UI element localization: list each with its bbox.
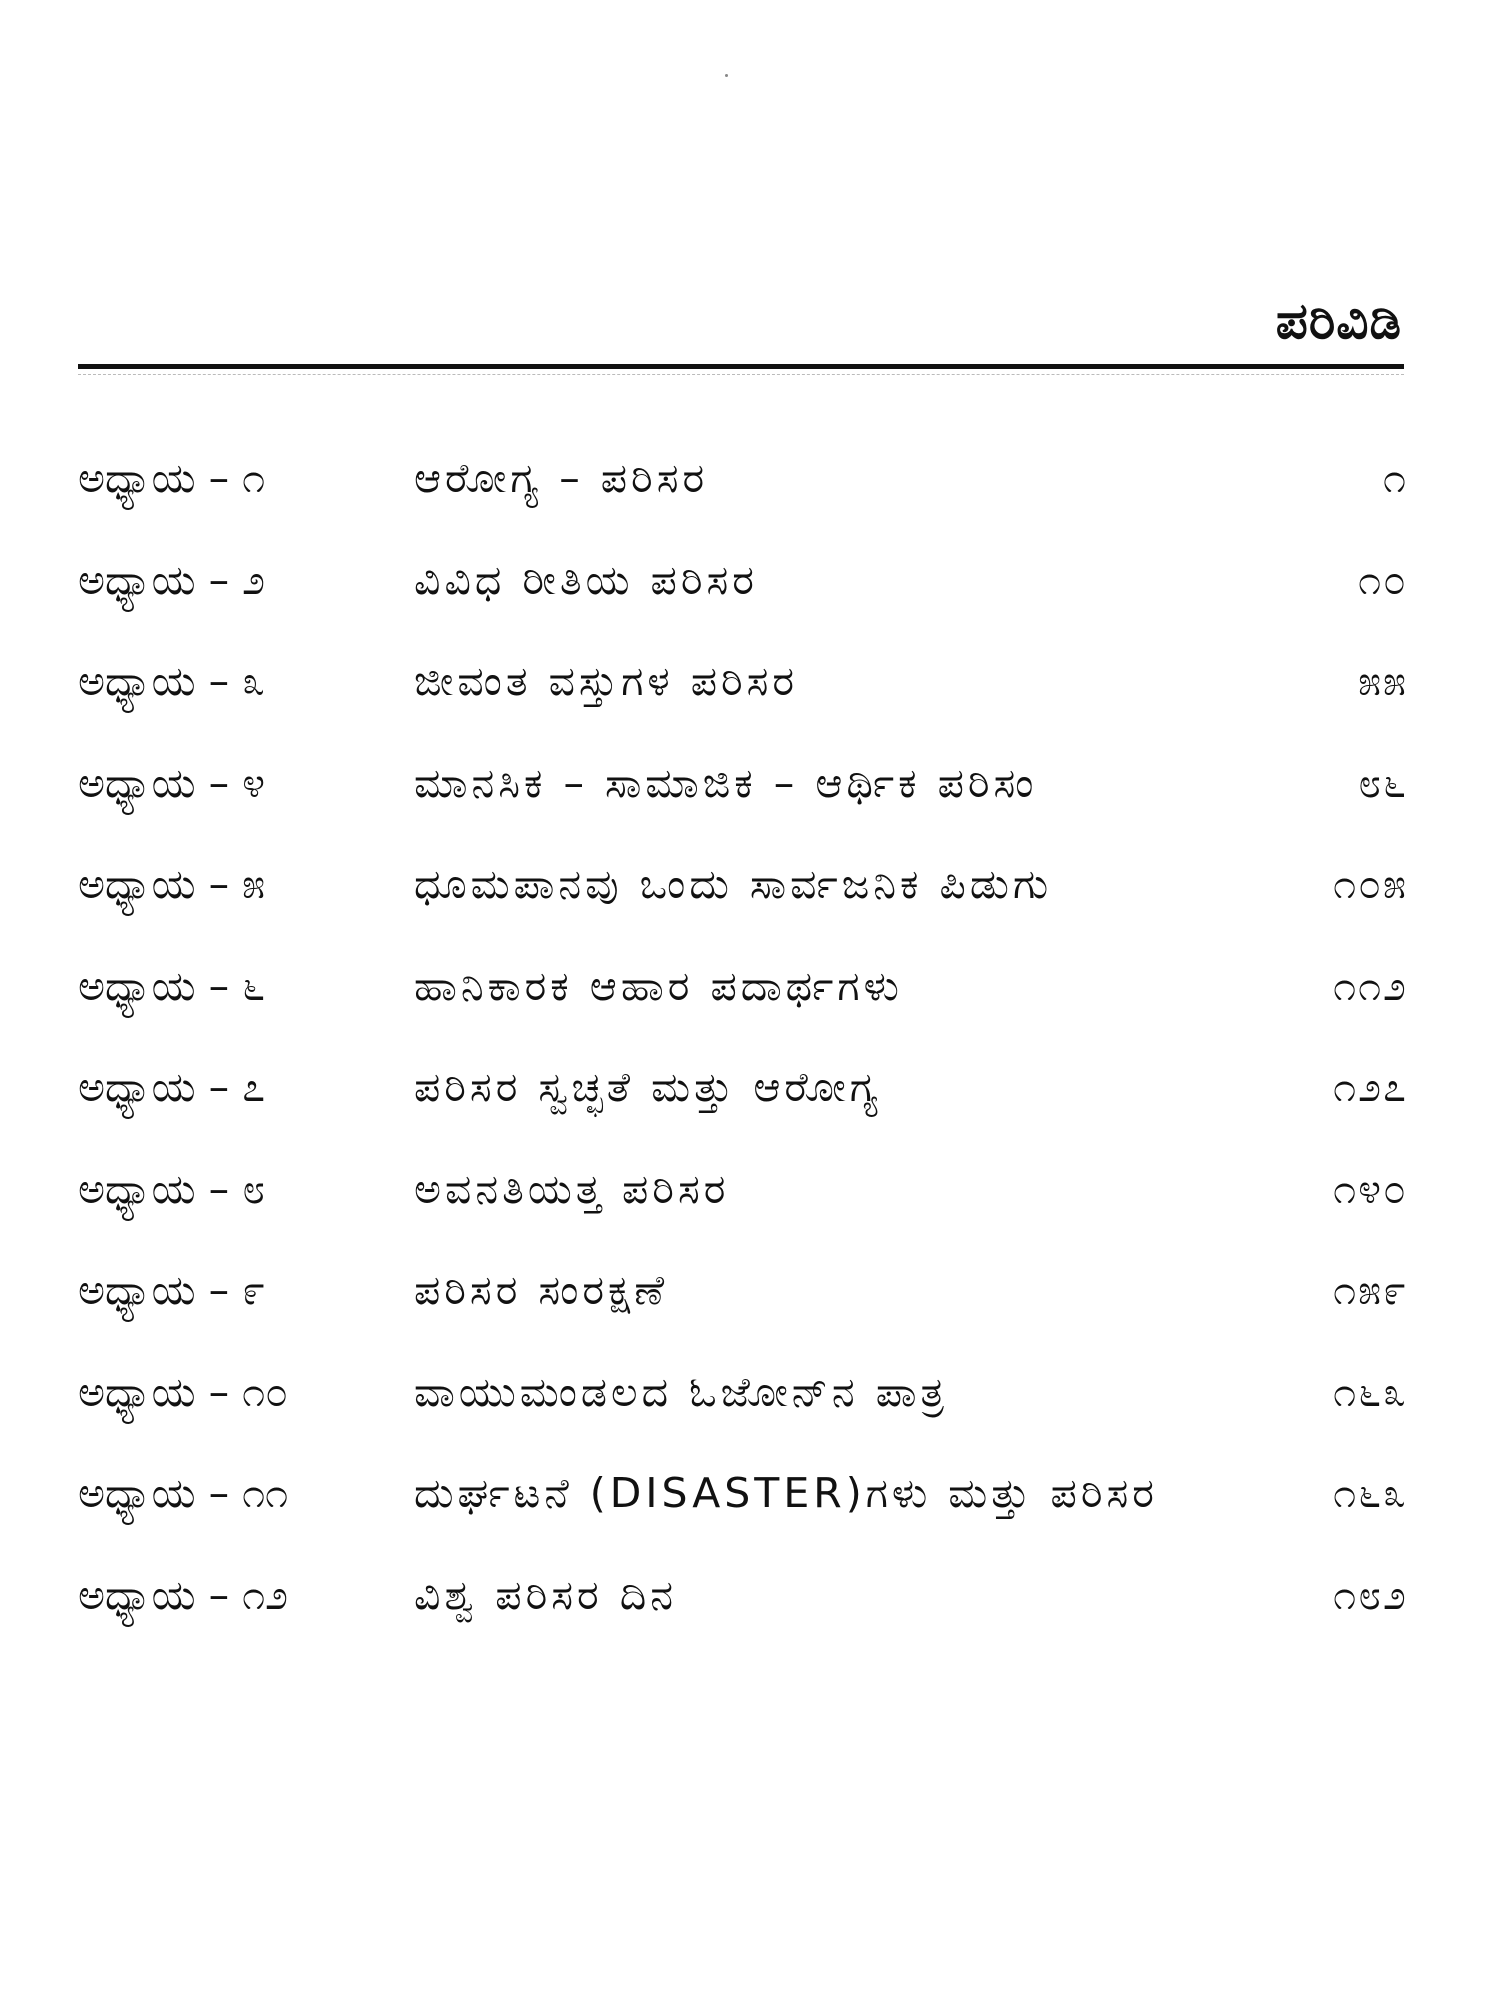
- chapter-title: ವಾಯುಮಂಡಲದ ಓಜೋನ್‌ನ ಪಾತ್ರ: [414, 1367, 948, 1416]
- chapter-title: ವಿವಿಧ ರೀತಿಯ ಪರಿಸರ: [414, 555, 758, 604]
- title-underline-shadow: [78, 374, 1404, 375]
- chapter-page-number: ೧೬೩: [1333, 1367, 1408, 1416]
- chapter-title: ಹಾನಿಕಾರಕ ಆಹಾರ ಪದಾರ್ಥಗಳು: [414, 961, 903, 1010]
- chapter-title: ಧೂಮಪಾನವು ಒಂದು ಸಾರ್ವಜನಿಕ ಪಿಡುಗು: [414, 860, 1053, 908]
- chapter-page-number: ೧೪೦: [1333, 1164, 1408, 1213]
- chapter-title: ಪರಿಸರ ಸ್ವಚ್ಛತೆ ಮತ್ತು ಆರೋಗ್ಯ: [414, 1063, 882, 1111]
- chapter-number: ಅಧ್ಯಾಯ – ೫: [78, 860, 266, 908]
- toc-entry-7: [78, 1049, 1408, 1151]
- chapter-number: ಅಧ್ಯಾಯ – ೪: [78, 758, 266, 807]
- toc-entry-10: [78, 1354, 1408, 1456]
- chapter-title: ಆರೋಗ್ಯ – ಪರಿಸರ: [414, 454, 709, 502]
- toc-entry-4: [78, 745, 1408, 847]
- chapter-number: ಅಧ್ಯಾಯ – ೬: [78, 961, 266, 1010]
- chapter-number: ಅಧ್ಯಾಯ – ೭: [78, 1063, 266, 1111]
- chapter-page-number: ೧೦: [1358, 555, 1408, 604]
- chapter-page-number: ೧೦೫: [1333, 860, 1408, 908]
- chapter-number: ಅಧ್ಯಾಯ – ೧೦: [78, 1367, 289, 1416]
- toc-entry-11: [78, 1455, 1408, 1557]
- toc-entry-3: [78, 643, 1408, 745]
- chapter-title: ಜೀವಂತ ವಸ್ತುಗಳ ಪರಿಸರ: [414, 657, 799, 705]
- chapter-title: ವಿಶ್ವ ಪರಿಸರ ದಿನ: [414, 1570, 677, 1619]
- table-of-contents: [78, 440, 1408, 1658]
- toc-entry-1: [78, 440, 1408, 542]
- chapter-number: ಅಧ್ಯಾಯ – ೩: [78, 657, 266, 705]
- chapter-number: ಅಧ್ಯಾಯ – ೧: [78, 454, 266, 502]
- chapter-title: ಮಾನಸಿಕ – ಸಾಮಾಜಿಕ – ಆರ್ಥಿಕ ಪರಿಸಂ: [414, 758, 1038, 807]
- chapter-page-number: ೧೨೭: [1333, 1063, 1408, 1111]
- chapter-page-number: ೮೬: [1358, 758, 1408, 807]
- title-underline: [78, 364, 1404, 369]
- chapter-page-number: ೧೫೯: [1333, 1266, 1408, 1314]
- chapter-page-number: ೧೬೩: [1333, 1469, 1408, 1517]
- chapter-number: ಅಧ್ಯಾಯ – ೧೧: [78, 1469, 289, 1517]
- chapter-title: ಅವನತಿಯತ್ತ ಪರಿಸರ: [414, 1164, 730, 1213]
- toc-entry-9: [78, 1252, 1408, 1354]
- chapter-number: ಅಧ್ಯಾಯ – ೮: [78, 1164, 266, 1213]
- chapter-number: ಅಧ್ಯಾಯ – ೧೨: [78, 1570, 289, 1619]
- chapter-page-number: ೧೧೨: [1333, 961, 1408, 1010]
- chapter-title: ಪರಿಸರ ಸಂರಕ್ಷಣೆ: [414, 1266, 669, 1314]
- toc-entry-12: [78, 1557, 1408, 1659]
- toc-entry-5: [78, 846, 1408, 948]
- chapter-page-number: ೧೮೨: [1333, 1570, 1408, 1619]
- chapter-number: ಅಧ್ಯಾಯ – ೨: [78, 555, 266, 604]
- chapter-title: ದುರ್ಘಟನೆ (DISASTER)ಗಳು ಮತ್ತು ಪರಿಸರ: [414, 1469, 1158, 1517]
- chapter-number: ಅಧ್ಯಾಯ – ೯: [78, 1266, 266, 1314]
- chapter-page-number: ೫೫: [1358, 657, 1408, 705]
- scan-speck: [725, 74, 728, 77]
- chapter-page-number: ೧: [1383, 454, 1408, 502]
- page-title: ಪರಿವಿಡಿ: [1275, 292, 1402, 350]
- toc-entry-6: [78, 948, 1408, 1050]
- toc-entry-8: [78, 1151, 1408, 1253]
- toc-entry-2: [78, 542, 1408, 644]
